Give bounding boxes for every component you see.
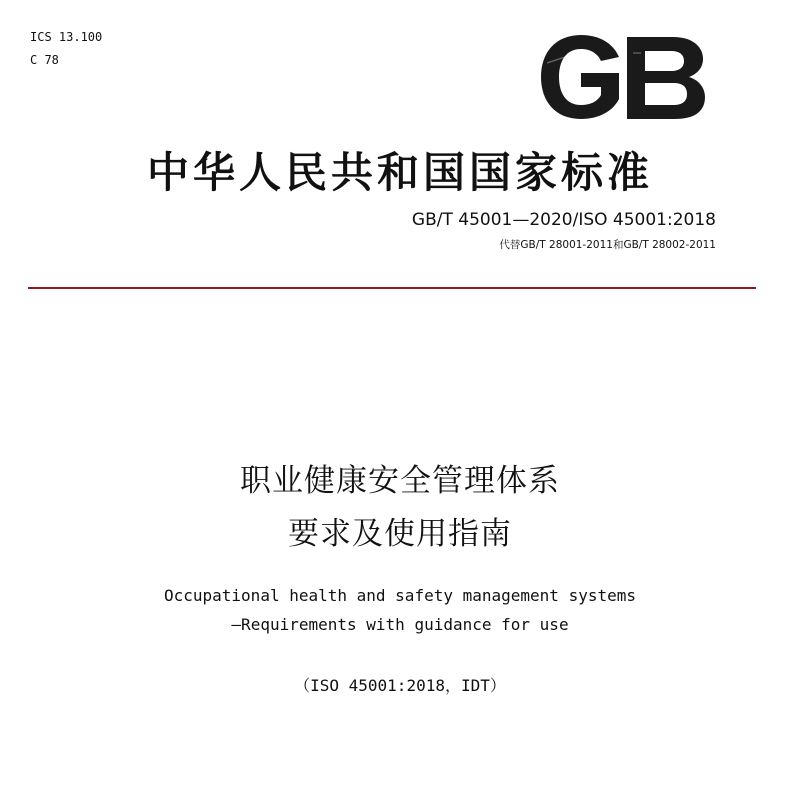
- title-english-line-2: —Requirements with guidance for use: [231, 615, 569, 634]
- ccs-code: C 78: [30, 53, 59, 67]
- ics-code: ICS 13.100: [30, 30, 103, 44]
- replaces-note: 代替GB/T 28001-2011和GB/T 28002-2011: [499, 239, 716, 251]
- country-standard-title: 中华人民共和国国家标准: [146, 148, 653, 197]
- title-chinese-line-2: 要求及使用指南: [288, 516, 512, 552]
- title-english-line-1: Occupational health and safety management systems: [163, 586, 636, 605]
- header-divider: [28, 287, 756, 289]
- standard-number: GB/T 45001—2020/ISO 45001:2018: [411, 210, 716, 230]
- classification-codes: [30, 26, 102, 72]
- gb-logo: [537, 33, 707, 121]
- title-chinese-line-1: 职业健康安全管理体系: [240, 463, 560, 499]
- equivalence-note: （ISO 45001:2018，IDT）: [294, 676, 506, 695]
